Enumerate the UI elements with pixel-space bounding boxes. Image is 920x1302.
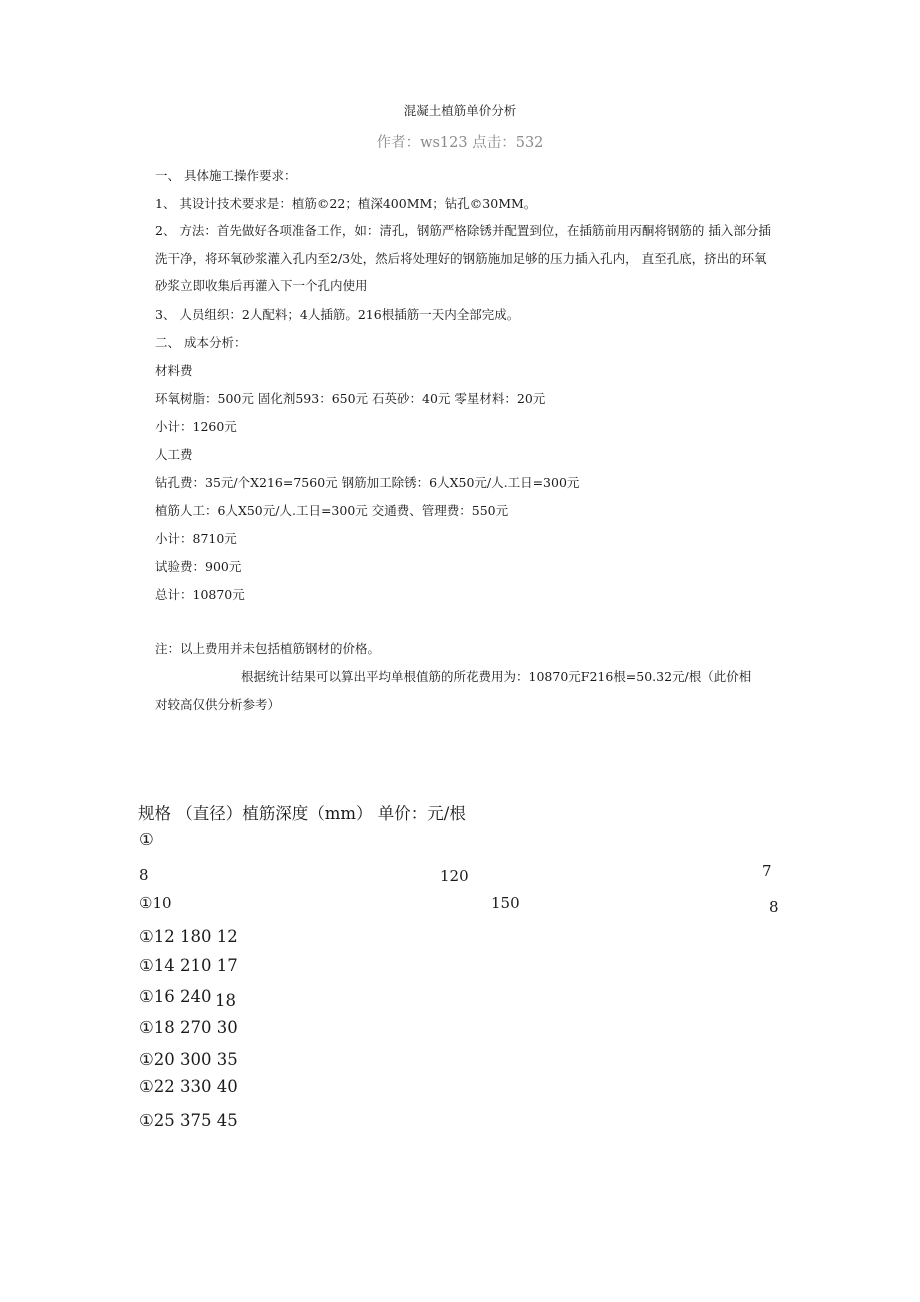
table-row: ①20 300 35 — [139, 1050, 238, 1069]
table-row: ①18 270 30 — [139, 1018, 238, 1037]
table-cell-price: 18 — [215, 991, 236, 1010]
table-row: ①25 375 45 — [139, 1111, 238, 1130]
table-row: ①22 330 40 — [139, 1077, 238, 1096]
drilling-cost: 钻孔费：35元/个X216=7560元 钢筋加工除锈：6人X50元/人.工日=300元 — [155, 475, 580, 490]
section-heading-1: 一、 具体施工操作要求： — [155, 168, 297, 183]
note: 注：以上费用并未包括植筋钢材的价格。 — [155, 641, 381, 656]
average-cost-line-2: 对较高仅供分析参考） — [155, 697, 281, 712]
author-meta: 作者：ws123 点击：532 — [376, 135, 544, 151]
table-cell-price: 8 — [769, 898, 779, 916]
test-fee: 试验费：900元 — [155, 559, 242, 574]
table-cell-spec: 8 — [139, 866, 149, 884]
requirement-3: 3、 人员组织：2人配料；4人插筋。216根插筋一天内全部完成。 — [155, 307, 520, 322]
requirement-2: 2、 方法：首先做好各项准备工作，如：清孔，钢筋严格除锈并配置到位，在插筋前用丙酮将钢筋的 插入部分插洗干净，将环氧砂浆灌入孔内至2/3处，然后将处理好的钢筋施加足够的压力插入孔内， 直至孔底，挤出的环氧砂浆立即收集后再灌入下一个孔内使用 — [155, 223, 771, 293]
labor-subtotal: 小计：8710元 — [155, 531, 237, 546]
table-cell-depth: 120 — [440, 867, 469, 885]
table-row: ①14 210 17 — [139, 956, 238, 975]
table-cell-price: 7 — [762, 862, 772, 880]
table-cell-spec: ① — [139, 830, 154, 849]
table-row: ①16 240 — [139, 987, 212, 1006]
table-row: ①12 180 12 — [139, 927, 238, 946]
planting-labor-cost: 植筋人工：6人X50元/人.工日=300元 交通费、管理费：550元 — [155, 503, 509, 518]
table-header: 规格 （直径）植筋深度（mm） 单价：元/根 — [138, 804, 466, 823]
material-cost-items: 环氧树脂：500元 固化剂593：650元 石英砂：40元 零星材料：20元 — [155, 391, 546, 406]
labor-cost-heading: 人工费 — [155, 447, 193, 462]
table-cell-spec: ①10 — [139, 894, 172, 912]
material-cost-heading: 材料费 — [155, 363, 193, 378]
material-subtotal: 小计：1260元 — [155, 419, 237, 434]
section-heading-2: 二、 成本分析： — [155, 335, 247, 350]
requirement-1: 1、 其设计技术要求是：植筋©22；植深400MM；钻孔©30MM。 — [155, 196, 537, 211]
average-cost-line-1: 根据统计结果可以算出平均单根值筋的所花费用为：10870元F216根=50.32元/根（此价相 — [241, 669, 752, 684]
page-title: 混凝土植筋单价分析 — [403, 103, 517, 118]
grand-total: 总计：10870元 — [155, 587, 245, 602]
table-cell-depth: 150 — [491, 894, 520, 912]
